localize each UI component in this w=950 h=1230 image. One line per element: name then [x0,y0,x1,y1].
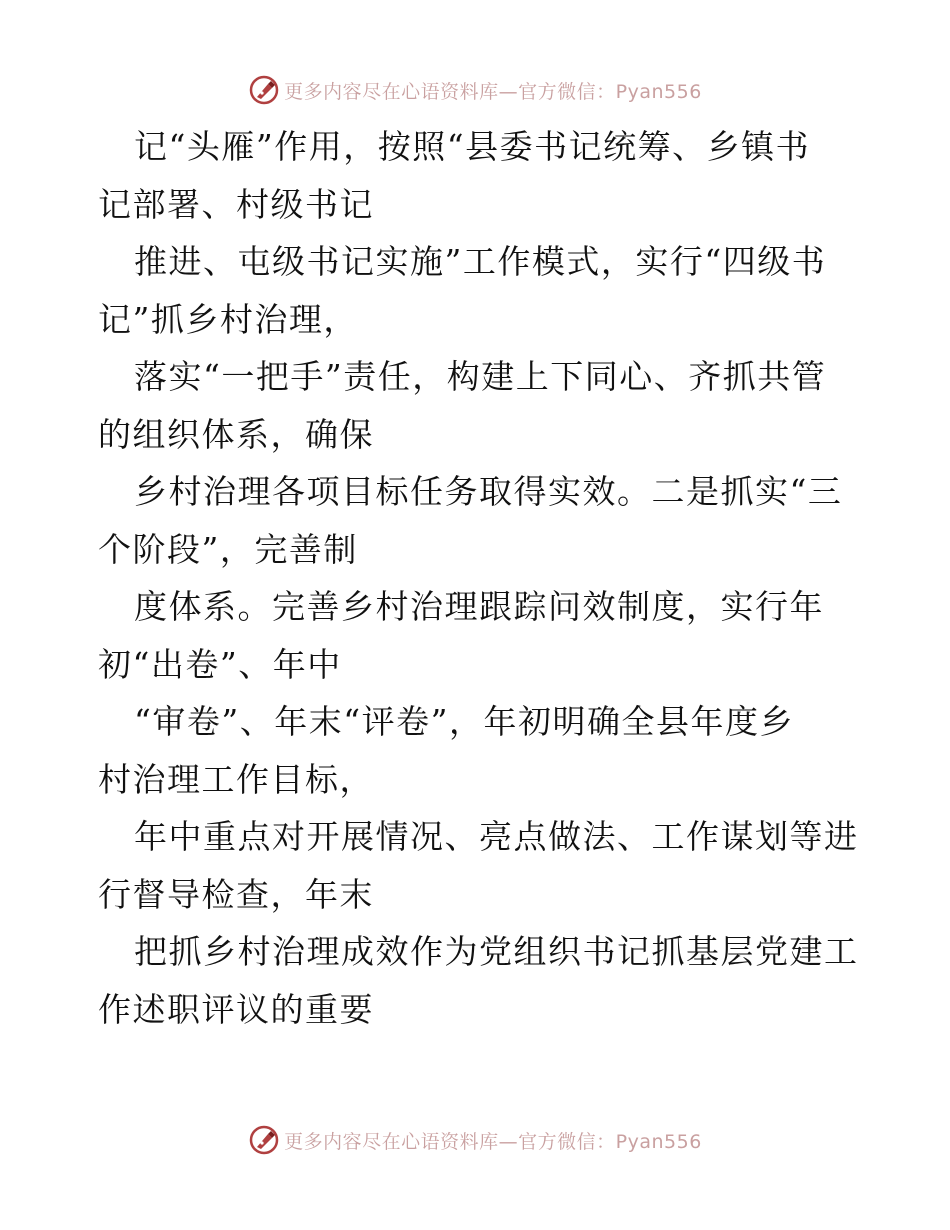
paragraph-line: “审卷”、年末“评卷”，年初明确全县年度乡 [134,702,794,741]
pen-nib-logo-icon [248,1124,280,1156]
paragraph-line: 记”抓乡村治理， [98,299,358,339]
paragraph-line: 记“头雁”作用，按照“县委书记统筹、乡镇书 [134,127,811,166]
paragraph-line: 的组织体系，确保 [98,414,374,454]
header-watermark [0,70,950,110]
paragraph-line: 度体系。完善乡村治理跟踪问效制度，实行年 [134,587,824,626]
document-body [98,118,858,1038]
paragraph-line: 初“出卷”、年中 [98,644,342,684]
paragraph-line: 年中重点对开展情况、亮点做法、工作谋划等进 [134,817,859,856]
pen-nib-logo-icon [248,74,280,106]
footer-watermark-text: 更多内容尽在心语资料库—官方微信：Pyan556 [284,1130,702,1153]
paragraph-line: 个阶段”，完善制 [98,529,358,569]
footer-watermark [0,1120,950,1160]
paragraph-line: 作述职评议的重要 [98,989,374,1029]
paragraph-line: 村治理工作目标， [98,759,374,799]
paragraph-line: 记部署、村级书记 [98,184,374,224]
header-watermark-text: 更多内容尽在心语资料库—官方微信：Pyan556 [284,80,702,103]
paragraph-line: 乡村治理各项目标任务取得实效。二是抓实“三 [134,472,843,511]
paragraph-line: 把抓乡村治理成效作为党组织书记抓基层党建工 [134,932,859,971]
paragraph-line: 推进、屯级书记实施”工作模式，实行“四级书 [134,242,827,281]
paragraph-line: 落实“一把手”责任，构建上下同心、齐抓共管 [134,357,827,396]
paragraph-line: 行督导检查，年末 [98,874,374,914]
